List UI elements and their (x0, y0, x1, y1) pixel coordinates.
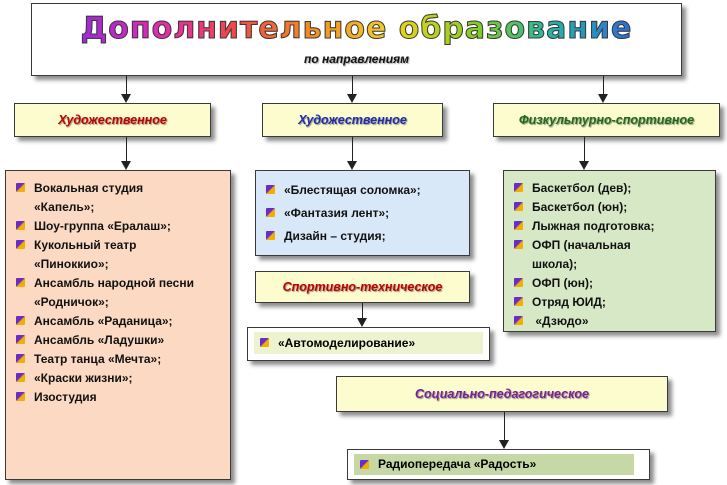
bullet-icon (16, 335, 25, 344)
arrow-title-sport (598, 94, 608, 103)
list-item: Баскетбол (дев); (508, 179, 715, 198)
bullet-icon (16, 354, 25, 363)
arrow-title-art1 (121, 94, 131, 103)
bullet-icon (514, 297, 523, 306)
list-box-sport (503, 170, 716, 332)
connector-title-art2 (352, 76, 353, 94)
list-item: Кукольный театр «Пиноккио»; (10, 236, 174, 274)
bullet-icon (16, 221, 25, 230)
arrow-title-art2 (347, 94, 357, 103)
connector-title-art1 (126, 76, 127, 94)
list-item: «Краски жизни»; (10, 369, 230, 388)
bullet-icon (360, 460, 369, 469)
category-box-art2 (262, 103, 443, 137)
connector-art2-list (352, 137, 353, 161)
list-item: «Автомоделирование» (278, 336, 416, 350)
connector-social-list (504, 412, 505, 441)
arrow-sport-list (579, 161, 589, 170)
list-item: Отряд ЮИД; (508, 293, 715, 312)
list-item: Лыжная подготовка; (508, 217, 715, 236)
connector-tech-list (362, 303, 363, 318)
list-item: Вокальная студия «Капель»; (10, 179, 184, 217)
bullet-icon (260, 338, 269, 347)
bullet-icon (16, 278, 25, 287)
category-label-art1: Художественное (58, 113, 167, 127)
list-item-highlight (354, 454, 634, 475)
category-label-art2: Художественное (298, 113, 407, 127)
list-item: Ансамбль «Раданица»; (10, 312, 230, 331)
list-sport (508, 179, 715, 331)
bullet-icon (16, 183, 25, 192)
list-item-highlight (254, 332, 483, 354)
bullet-icon (514, 221, 523, 230)
list-item: ОФП (начальная школа); (508, 236, 662, 274)
list-art2 (260, 179, 469, 248)
list-item: Ансамбль «Ладушки» (10, 331, 230, 350)
bullet-icon (514, 183, 523, 192)
list-item: Ансамбль народной песни «Родничок»; (10, 274, 194, 312)
category-label-social: Социально-педагогическое (414, 387, 589, 401)
list-item: Изостудия (10, 388, 230, 407)
bullet-icon (16, 392, 25, 401)
list-box-tech (247, 327, 490, 361)
list-item: Театр танца «Мечта»; (10, 350, 230, 369)
list-art1 (10, 179, 230, 407)
list-item: «Блестящая соломка»; (260, 179, 469, 202)
connector-art1-list (126, 137, 127, 161)
list-item: «Фантазия лент»; (260, 202, 469, 225)
bullet-icon (16, 316, 25, 325)
bullet-icon (266, 185, 275, 194)
list-item: Баскетбол (юн); (508, 198, 715, 217)
connector-sport-list (584, 137, 585, 161)
arrow-art2-list (347, 161, 357, 170)
list-item: ОФП (юн); (508, 274, 715, 293)
arrow-art1-list (121, 161, 131, 170)
list-box-art2 (255, 170, 470, 256)
category-box-art1 (14, 103, 211, 137)
category-box-sport (493, 103, 720, 137)
bullet-icon (266, 208, 275, 217)
list-box-art1 (5, 170, 231, 480)
category-box-social (336, 376, 668, 412)
category-label-tech: Спортивно-техническое (282, 280, 443, 294)
title-box (31, 3, 682, 76)
diagram-title (32, 12, 681, 46)
connector-title-sport (603, 76, 604, 94)
title-word-1: Дополнительное (80, 11, 388, 46)
category-box-tech (255, 271, 470, 303)
list-item: «Дзюдо» (508, 312, 715, 331)
list-box-social (347, 449, 650, 480)
list-item: Радиопередача «Радость» (378, 457, 537, 471)
diagram-subtitle: по направлениям (304, 52, 409, 66)
bullet-icon (16, 240, 25, 249)
bullet-icon (514, 278, 523, 287)
list-item: Дизайн – студия; (260, 225, 469, 248)
arrow-social-list (499, 440, 509, 449)
bullet-icon (16, 373, 25, 382)
bullet-icon (514, 316, 523, 325)
title-word-2: образование (398, 11, 633, 46)
category-label-sport: Физкультурно-спортивное (518, 113, 695, 127)
arrow-tech-list (357, 318, 367, 327)
bullet-icon (266, 231, 275, 240)
list-item: Шоу-группа «Ералаш»; (10, 217, 230, 236)
bullet-icon (514, 202, 523, 211)
bullet-icon (514, 240, 523, 249)
